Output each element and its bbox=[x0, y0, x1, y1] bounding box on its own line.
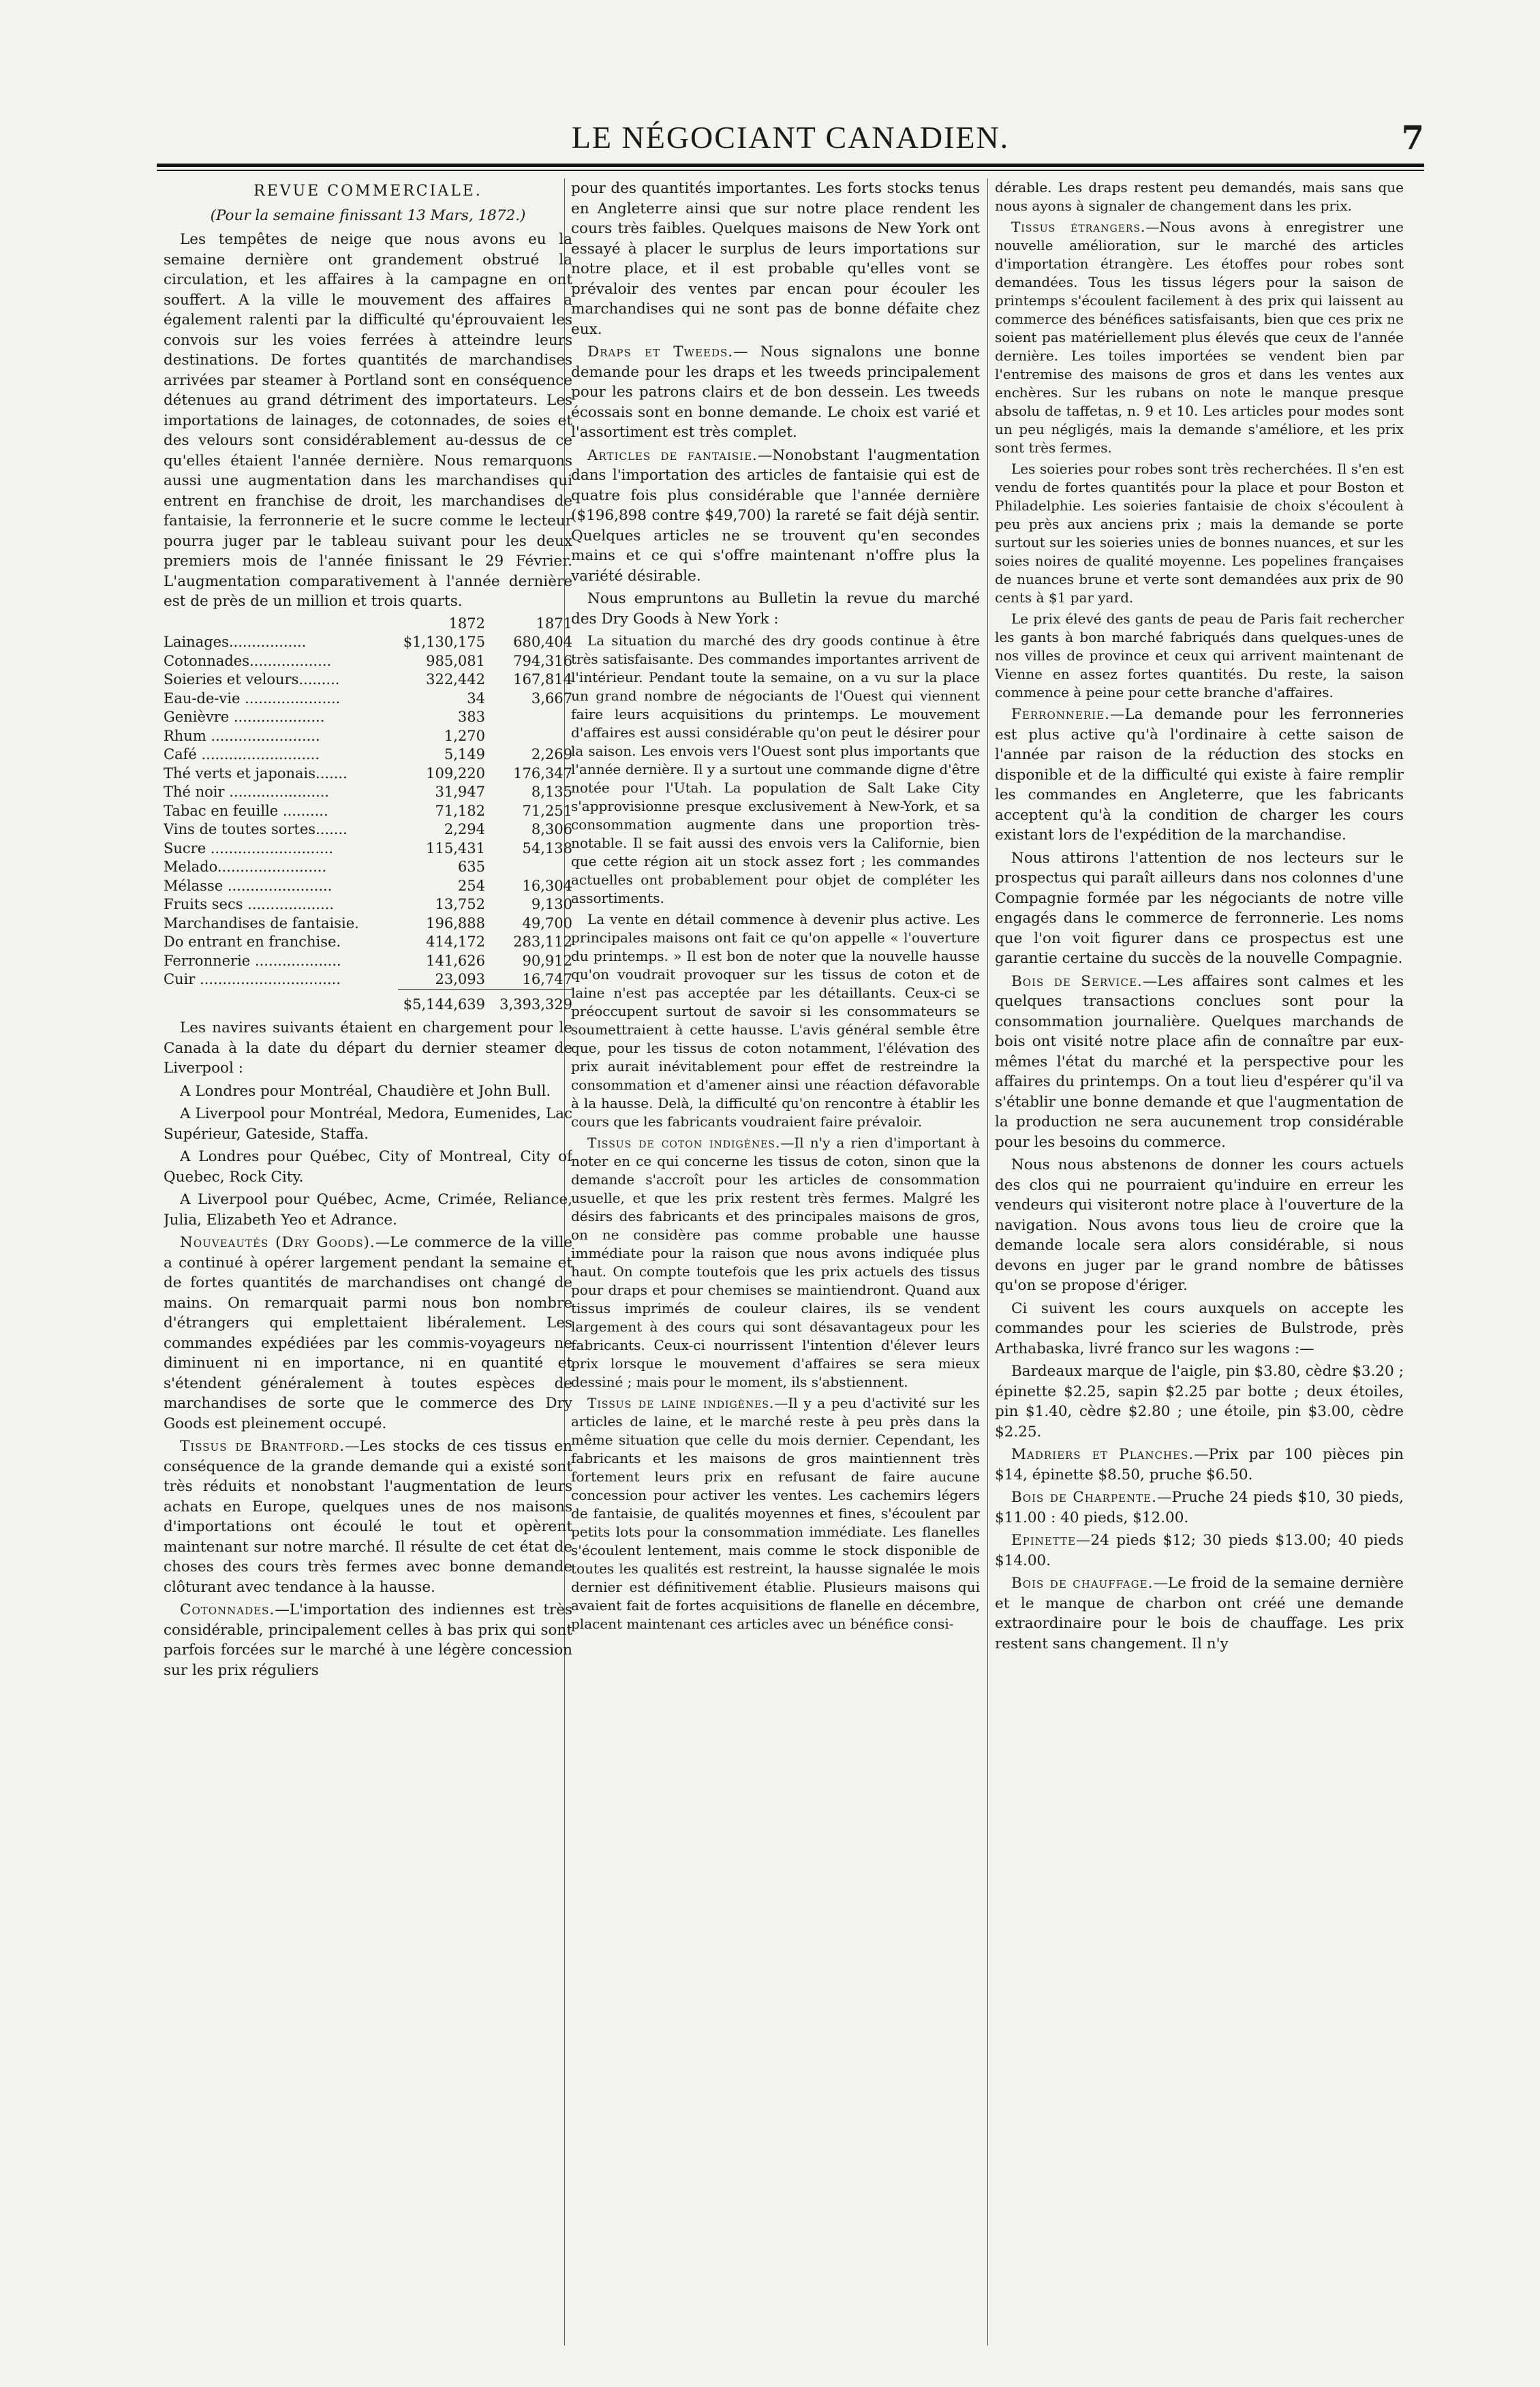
paragraph bbox=[995, 1488, 1404, 1528]
subhead: Bois de Service. bbox=[1011, 972, 1143, 990]
imports-row-1871: 16,747 bbox=[522, 971, 572, 987]
imports-row-1871 bbox=[485, 708, 572, 727]
paragraph-text: — Nous signalons une bonne demande pour les draps et les tweeds principalement pour les patrons clairs et de bon dessein. Les tweeds écossais sont en bonne demande. Le choix est varié et l'assortiment est très complet. bbox=[571, 343, 980, 441]
imports-row-1871 bbox=[485, 858, 572, 877]
paragraph: A Londres pour Montréal, Chaudière et John Bull. bbox=[180, 1082, 551, 1100]
paragraph bbox=[571, 342, 980, 443]
paragraph: Nous attirons l'attention de nos lecteurs sur le prospectus qui paraît ailleurs dans nos colonnes d'une Compagnie formée par les négociants de notre ville engagés dans le commerce de ferronnerie. Les noms que l'on voit figurer dans ce prospectus est une garantie certaine du succès de la nouvelle Compagnie. bbox=[995, 849, 1404, 967]
imports-row-1872: 71,182 bbox=[435, 802, 485, 819]
imports-row-1871: 54,138 bbox=[522, 840, 572, 857]
imports-row-1871: 680,404 bbox=[513, 634, 572, 650]
subhead: Tissus de laine indigènes. bbox=[587, 1395, 775, 1411]
paragraph: Nous nous abstenons de donner les cours actuels des clos qui ne pourraient qu'induire en erreur les vendeurs qui visiteront notre place à l'ouverture de la navigation. Nous avons tous lieu de croire que la demande locale sera alors considérable, si nous devons en juger par le grand nombre de bâtisses qu'on se propose d'ériger. bbox=[995, 1156, 1404, 1294]
imports-row-1872: 254 bbox=[457, 877, 485, 894]
imports-row-1872: 383 bbox=[457, 709, 485, 725]
section-title: REVUE COMMERCIALE. bbox=[253, 183, 482, 200]
imports-row-1871: 71,251 bbox=[522, 802, 572, 819]
imports-row-1872: 2,294 bbox=[444, 821, 485, 837]
imports-row-1871: 2,269 bbox=[531, 746, 572, 763]
subhead: Madriers et Planches. bbox=[1011, 1446, 1195, 1463]
imports-row-label: Thé verts et japonais....... bbox=[164, 765, 348, 782]
imports-row bbox=[164, 671, 572, 690]
paragraph bbox=[995, 972, 1404, 1153]
imports-row bbox=[164, 708, 572, 727]
imports-row-1872: 985,081 bbox=[426, 652, 485, 669]
paragraph: Les tempêtes de neige que nous avons eu la semaine dernière ont grandement obstrué la circulation, et les affaires à la campagne en ont souffert. A la ville le mouvement des affaires a également ralenti par la difficulté qu'éprouvaient les convois sur les voies ferrées à atteindre leurs destinations. De fortes quantités de marchandises arrivées par steamer à Portland sont en conséquence détenues au grand détriment des importateurs. Les importations de lainages, de cotonnades, de soies et des velours sont considérablement au-dessus de ce qu'elles étaient l'année dernière. Nous remarquons aussi une augmentation dans les marchandises qui entrent en franchise de droit, les marchandises de fantaisie, la ferronnerie et le sucre comme le lecteur pourra juger par le tableau suivant pour les deux premiers mois de l'année finissant le 29 Février. L'augmentation comparativement à l'année dernière est de près de un million et trois quarts. bbox=[164, 231, 572, 610]
subhead: Bois de Charpente. bbox=[1011, 1489, 1157, 1506]
quoted-paragraph bbox=[571, 1134, 980, 1391]
imports-row-1871: 794,316 bbox=[513, 652, 572, 669]
imports-row-1872: 322,442 bbox=[426, 671, 485, 688]
imports-row-label: Vins de toutes sortes....... bbox=[164, 821, 348, 837]
imports-row-1871: 283,112 bbox=[513, 934, 572, 950]
masthead-rule-thick bbox=[157, 164, 1424, 167]
paragraph-text: —Les stocks de ces tissus en conséquence de la grande demande qui a existé sont très réduits et nonobstant l'augmentation de leurs achats en Europe, quelques unes de nos maisons d'importations ont écoulé le tout et opèrent maintenant sur notre marché. Il résulte de cet état de choses des cours très fermes avec bonne demande clôturant avec tendance à la hausse. bbox=[164, 1438, 572, 1596]
subhead: Ferronnerie. bbox=[1011, 706, 1110, 723]
paragraph bbox=[164, 1436, 572, 1597]
imports-row-label: Thé noir ...................... bbox=[164, 784, 330, 800]
imports-row bbox=[164, 727, 572, 746]
imports-row-1872: $1,130,175 bbox=[403, 634, 485, 650]
imports-row-label: Mélasse ....................... bbox=[164, 877, 333, 894]
imports-row bbox=[164, 933, 572, 952]
imports-row-1872: 196,888 bbox=[426, 914, 485, 931]
imports-row bbox=[164, 652, 572, 671]
imports-row-1871: 8,135 bbox=[531, 784, 572, 800]
imports-row bbox=[164, 858, 572, 877]
imports-row bbox=[164, 970, 572, 989]
imports-row-1871: 90,912 bbox=[522, 952, 572, 969]
imports-row bbox=[164, 914, 572, 934]
paragraph-text: —Pruche 24 pieds $10, 30 pieds, $11.00 : 40 pieds, $12.00. bbox=[995, 1489, 1404, 1526]
paragraph bbox=[164, 1233, 572, 1434]
paragraph bbox=[995, 705, 1404, 846]
imports-row-1872: 1,270 bbox=[444, 727, 485, 744]
imports-row-label: Ferronnerie ................... bbox=[164, 952, 341, 969]
paragraph-text: —Nonobstant l'augmentation dans l'importation des articles de fantaisie qui est de quatre fois plus considérable que l'année dernière ($196,898 contre $49,700) la rareté se fait déjà sentir. Quelques articles ne se trouvent qu'en secondes mains et ce qui s'offre maintenant n'offre plus la variété désirable. bbox=[571, 446, 980, 585]
masthead-rule-thin bbox=[157, 170, 1424, 171]
paragraph: Les navires suivants étaient en chargement pour le Canada à la date du départ du dernier steamer de Liverpool : bbox=[164, 1019, 572, 1077]
subhead: Epinette bbox=[1011, 1532, 1077, 1549]
imports-row bbox=[164, 820, 572, 840]
paragraph-text: —Le froid de la semaine dernière et le manque de charbon ont créé une demande extraordinaire pour le bois de chauffage. Les prix restent sans changement. Il n'y bbox=[995, 1575, 1404, 1652]
year-1872-header: 1872 bbox=[448, 615, 485, 632]
imports-row-label: Soieries et velours......... bbox=[164, 671, 340, 688]
subhead: Tissus de coton indigènes. bbox=[587, 1135, 781, 1151]
imports-row-label: Cuir ............................... bbox=[164, 971, 341, 988]
imports-row-1872: 141,626 bbox=[426, 952, 485, 969]
paragraph bbox=[995, 1530, 1404, 1571]
paragraph bbox=[164, 1600, 572, 1680]
paragraph: Bardeaux marque de l'aigle, pin $3.80, cèdre $3.20 ; épinette $2.25, sapin $2.25 par botte ; deux étoiles, pin $1.40, cèdre $2.80 ; une étoile, pin $3.00, cèdre $2.25. bbox=[995, 1363, 1404, 1441]
paragraph: A Liverpool pour Montréal, Medora, Eumenides, Lac Supérieur, Gateside, Staffa. bbox=[164, 1105, 572, 1143]
imports-row bbox=[164, 690, 572, 709]
year-1871-header: 1871 bbox=[536, 615, 572, 632]
quoted-paragraph bbox=[995, 218, 1404, 457]
paragraph-text: —La demande pour les ferronneries est plus active qu'à l'ordinaire à cette saison de l'année par raison de la réduction des stocks en disponible et de la difficulté qui existe à faire remplir les commandes en Angleterre, que les fabricants acceptent qu'à la condition de charger les cours existant lors de l'expédition de la marchandise. bbox=[995, 706, 1404, 844]
column-2 bbox=[571, 179, 980, 2345]
paragraph-text: —Il n'y a rien d'important à noter en ce qui concerne les tissus de coton, sinon que la demande s'accroît pour les articles de consommation usuelle, et que les prix restent très fermes. Malgré les désirs des fabricants et des principales maisons de gros, on ne considère pas comme probable une hausse immédiate pour la raison que nous avons indiquée plus haut. On compte toutefois que les prix actuels des tissus pour draps et pour chemises se maintiendront. Quand aux tissus imprimés de couleur claires, ils se vendent largement à des cours qui sont désavantageux pour les fabricants. Ceux-ci nourrissent l'intention d'élever leurs prix lorsque le mouvement d'affaires se sera mieux dessiné ; mais pour le moment, ils s'abstiennent. bbox=[571, 1135, 980, 1390]
imports-row-label: Genièvre .................... bbox=[164, 709, 325, 725]
newspaper-title: LE NÉGOCIANT CANADIEN. bbox=[571, 120, 1010, 155]
imports-row-1871: 8,306 bbox=[531, 821, 572, 837]
imports-row-label: Tabac en feuille .......... bbox=[164, 802, 328, 819]
subhead: Nouveautés (Dry Goods). bbox=[180, 1234, 375, 1251]
imports-row-1872: 13,752 bbox=[435, 896, 485, 912]
imports-row-label: Do entrant en franchise. bbox=[164, 934, 341, 950]
imports-row-label: Sucre ........................... bbox=[164, 840, 334, 857]
quoted-paragraph: Les soieries pour robes sont très recherchées. Il s'en est vendu de fortes quantités pour la place et pour Boston et Philadelphie. Les soieries fantaisie de choix s'écoulent à peu près aux anciens prix ; mais la demande se porte surtout sur les soieries unies de bonnes nuances, et sur les soies noires de qualité moyenne. Les popelines françaises de nuances brune et verte sont demandées aux prix de 90 cents à $1 par yard. bbox=[995, 461, 1404, 606]
imports-row-label: Fruits secs ................... bbox=[164, 896, 334, 912]
paragraph: Ci suivent les cours auxquels on accepte les commandes pour les scieries de Bulstrode, près Arthabaska, livré franco sur les wagons :— bbox=[995, 1299, 1404, 1357]
masthead bbox=[157, 119, 1424, 160]
paragraph-text: —Prix par 100 pièces pin $14, épinette $8.50, pruche $6.50. bbox=[995, 1446, 1404, 1483]
paragraph-text: —Nous avons à enregistrer une nouvelle amélioration, sur le marché des articles d'importation étrangère. Les étoffes pour robes sont demandées. Tous les tissus légers pour la saison de printemps s'écoulent facilement à des prix qui laissent au commerce des bénéfices satisfaisants, bien que ces prix ne soient pas matériellement plus élevés que ceux de l'année dernière. Les toiles importées se vendent bien par l'entremise des maisons de gros et dans les ventes aux enchères. Sur les rubans on note le manque presque absolu de taffetas, n. 9 et 10. Les articles pour modes sont un peu négligés, mais la demande s'améliore, et les prix sont très fermes. bbox=[995, 219, 1404, 456]
imports-total-row bbox=[164, 989, 572, 1014]
imports-row-label: Rhum ........................ bbox=[164, 727, 320, 744]
paragraph-text: —Les affaires sont calmes et les quelques transactions conclues sont pour la consommation journalière. Quelques marchands de bois ont visité notre place afin de connaître par eux-mêmes l'état du marché et la perspective pour les affaires du printemps. On a tout lieu d'espérer qu'il va s'établir une bonne demande et que l'augmentation de la production ne sera aucunement trop considérable pour les besoins du commerce. bbox=[995, 972, 1404, 1151]
imports-row-label: Eau-de-vie ..................... bbox=[164, 690, 341, 707]
quoted-paragraph: dérable. Les draps restent peu demandés, mais sans que nous ayons à signaler de changement dans les prix. bbox=[995, 179, 1404, 214]
imports-row-1871: 9,130 bbox=[531, 896, 572, 912]
imports-row-label: Café .......................... bbox=[164, 746, 320, 763]
imports-row-1872: 109,220 bbox=[426, 765, 485, 782]
total-1872: $5,144,639 bbox=[398, 989, 485, 1014]
column-1 bbox=[164, 179, 572, 2345]
column-separator bbox=[987, 179, 988, 2345]
imports-row-label: Marchandises de fantaisie. bbox=[164, 914, 359, 931]
paragraph: Nous empruntons au Bulletin la revue du marché des Dry Goods à New York : bbox=[571, 590, 980, 628]
imports-row-1871: 3,667 bbox=[531, 690, 572, 707]
paragraph bbox=[571, 446, 980, 587]
subhead: Draps et Tweeds. bbox=[587, 343, 734, 360]
imports-row-1872: 23,093 bbox=[435, 971, 485, 987]
imports-row-1872: 635 bbox=[457, 859, 485, 875]
page-number: 7 bbox=[1401, 119, 1424, 157]
subhead: Bois de chauffage. bbox=[1011, 1575, 1154, 1592]
imports-row bbox=[164, 633, 572, 652]
imports-table-header bbox=[164, 615, 572, 634]
imports-row bbox=[164, 745, 572, 765]
paragraph: A Liverpool pour Québec, Acme, Crimée, Reliance, Julia, Elizabeth Yeo et Adrance. bbox=[164, 1191, 572, 1229]
paragraph: A Londres pour Québec, City of Montreal, City of Quebec, Rock City. bbox=[164, 1148, 572, 1186]
imports-row bbox=[164, 895, 572, 914]
total-1871: 3,393,329 bbox=[485, 989, 572, 1014]
imports-row-1871: 176,347 bbox=[513, 765, 572, 782]
imports-row-label: Melado........................ bbox=[164, 859, 327, 875]
imports-row bbox=[164, 877, 572, 896]
column-3 bbox=[995, 179, 1404, 2345]
paragraph-text: —24 pieds $12; 30 pieds $13.00; 40 pieds $14.00. bbox=[995, 1532, 1404, 1569]
imports-row-label: Cotonnades.................. bbox=[164, 652, 332, 669]
imports-table bbox=[164, 615, 572, 1015]
paragraph bbox=[995, 1445, 1404, 1485]
quoted-paragraph bbox=[571, 1394, 980, 1633]
imports-table-body bbox=[164, 633, 572, 989]
imports-row-1871: 49,700 bbox=[522, 914, 572, 931]
paragraph: pour des quantités importantes. Les forts stocks tenus en Angleterre ainsi que sur notre place rendent les cours très faibles. Quelques maisons de New York ont essayé à placer le surplus de leurs importations sur notre place, et il est probable qu'elles vont se prévaloir des ventes par encan pour écouler les marchandises qui ne sont pas de bonne défaite chez eux. bbox=[571, 180, 980, 338]
paragraph-text: —Le commerce de la ville a continué à opérer largement pendant la semaine et de fortes quantités de marchandises ont changé de mains. On remarquait parmi nous bon nombre d'étrangers qui emplettaient libéralement. Les commandes expédiées par les commis-voyageurs ne diminuent ni en importance, ni en quantité et s'étendent généralement à toutes espèces de marchandises de sorte que le commerce des Dry Goods est pleinement occupé. bbox=[164, 1234, 572, 1432]
subhead: Tissus étrangers. bbox=[1011, 219, 1146, 235]
paragraph bbox=[995, 1573, 1404, 1654]
quoted-paragraph: Le prix élevé des gants de peau de Paris fait rechercher les gants à bon marché fabriqués dans quelques-unes de nos villes de province et ceux qui arrivent maintenant de Vienne en assez fortes quantités. Du reste, la saison commence à peine pour cette branche d'affaires. bbox=[995, 611, 1404, 700]
paragraph-text: —L'importation des indiennes est très considérable, principalement celles à bas prix qui sont parfois forcées sur le marché à une légère concession sur les prix réguliers bbox=[164, 1601, 572, 1679]
imports-row-1871: 167,814 bbox=[513, 671, 572, 688]
imports-row bbox=[164, 952, 572, 971]
paragraph-text: —Il y a peu d'activité sur les articles de laine, et le marché reste à peu près dans la même situation que celle du mois dernier. Cependant, les fabricants et les maisons de gros maintiennent très fortement leurs prix en refusant de faire aucune concession pour activer les ventes. Les cachemirs légers de fantaisie, de qualités moyennes et fines, s'écoulent par petits lots pour la consommation immédiate. Les flanelles s'écoulent lentement, mais comme le stock disponible de toutes les qualités est restreint, la hausse signalée le mois dernier est définitivement établie. Plusieurs maisons qui avaient fait de fortes acquisitions de flanelle en décembre, placent maintenant ces articles avec un bénéfice consi- bbox=[571, 1395, 980, 1632]
imports-row bbox=[164, 765, 572, 784]
subhead: Articles de fantaisie. bbox=[587, 446, 758, 464]
imports-row-1872: 414,172 bbox=[426, 934, 485, 950]
imports-row bbox=[164, 802, 572, 821]
quoted-paragraph: La situation du marché des dry goods continue à être très satisfaisante. Des commandes importantes arrivent de l'intérieur. Pendant toute la semaine, on a vu sur la place un grand nombre de négociants de l'Ouest qui viennent faire leurs acquisitions du printemps. Le mouvement d'affaires est aussi considérable qu'on peut le désirer pour la saison. Les envois vers l'Ouest sont plus importants que l'année dernière. Il y a surtout une commande digne d'être notée pour l'Utah. La population de Salt Lake City s'approvisionne presque exclusivement à New-York, et sa consommation augmente dans une proportion très-notable. Il se fait aussi des envois vers la Californie, bien que cette région ait un stock assez fort ; les commandes actuelles ont probablement pour objet de compléter les assortiments. bbox=[571, 632, 980, 906]
imports-row-1871: 16,304 bbox=[522, 877, 572, 894]
subhead: Tissus de Brantford. bbox=[180, 1438, 345, 1455]
imports-row bbox=[164, 783, 572, 802]
imports-row-1872: 5,149 bbox=[444, 746, 485, 763]
subhead: Cotonnades. bbox=[180, 1601, 275, 1618]
quoted-paragraph: La vente en détail commence à devenir plus active. Les principales maisons ont fait ce qu'on appelle « l'ouverture du printemps. » Il est bon de noter que la nouvelle hausse qu'on voudrait provoquer sur les tissus de coton et de laine n'est pas acceptée par les détaillants. Ceux-ci se préoccupent surtout de savoir si les consommateurs se soumettraient à cette hausse. L'avis général semble être que, pour les tissus de coton notamment, l'élévation des prix aurait inévitablement pour effet de restreindre la consommation et d'amener ainsi une réaction défavorable à la hausse. Delà, la difficulté qu'on rencontre à établir les cours que les fabricants voudraient faire prévaloir. bbox=[571, 911, 980, 1130]
imports-row bbox=[164, 840, 572, 859]
imports-row-label: Lainages................. bbox=[164, 634, 307, 650]
section-subtitle: (Pour la semaine finissant 13 Mars, 1872.) bbox=[210, 206, 526, 224]
imports-row-1872: 115,431 bbox=[426, 840, 485, 857]
imports-row-1871 bbox=[485, 727, 572, 746]
imports-row-1872: 34 bbox=[467, 690, 485, 707]
imports-row-1872: 31,947 bbox=[435, 784, 485, 800]
